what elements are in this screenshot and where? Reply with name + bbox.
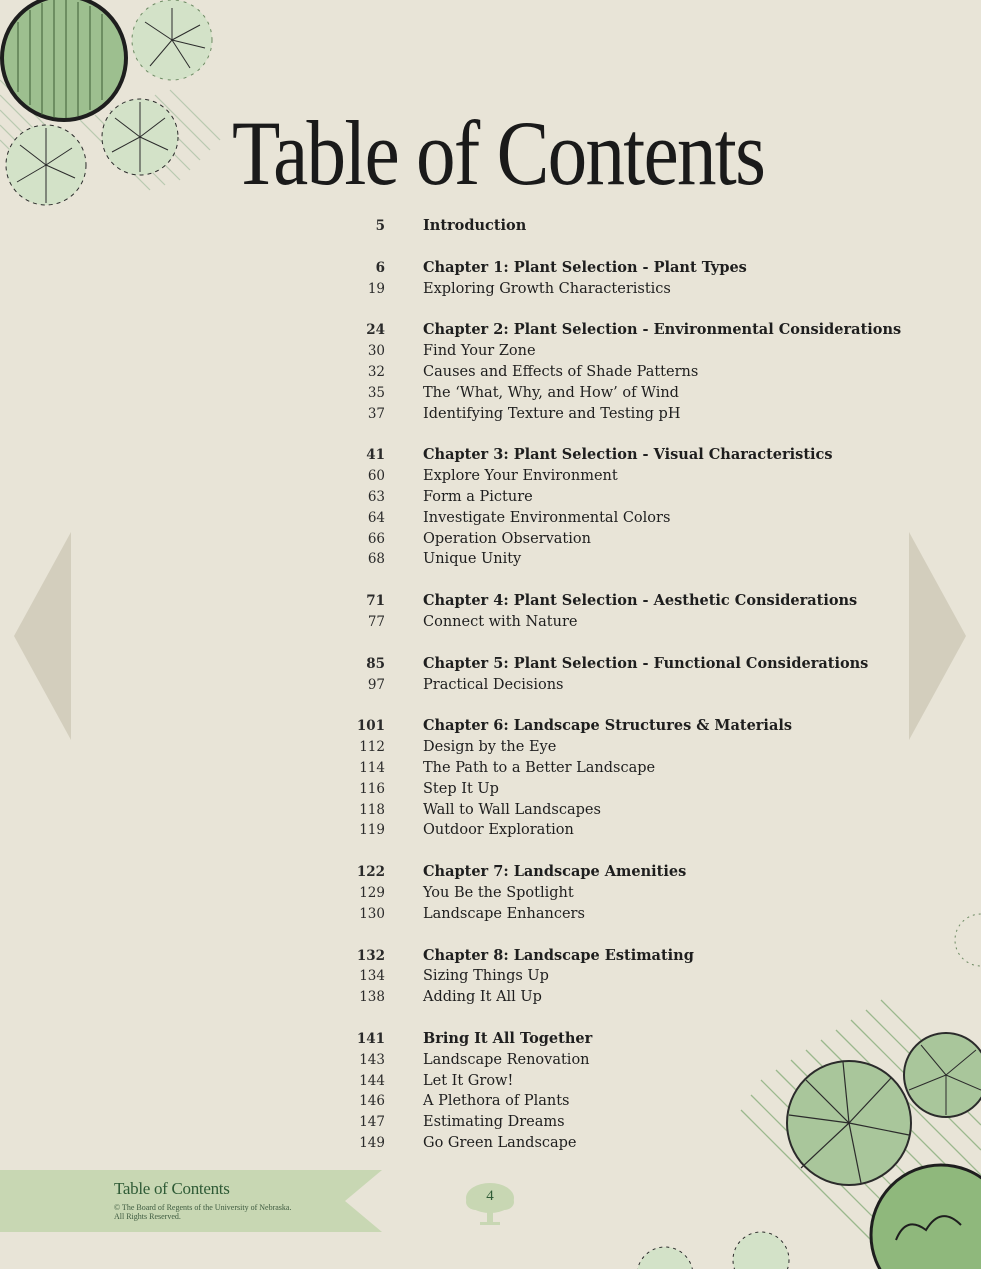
toc-group	[0, 862, 981, 924]
toc-entry[interactable]	[0, 1133, 981, 1154]
toc-entry[interactable]	[0, 549, 981, 570]
toc-entry[interactable]	[0, 383, 981, 404]
toc-entry-label: Chapter 3: Plant Selection - Visual Characteristics	[423, 446, 833, 464]
toc-entry[interactable]	[0, 1050, 981, 1071]
toc-page-number: 130	[359, 905, 385, 922]
toc-page-number: 64	[367, 509, 385, 526]
tree-illustration-top-left	[0, 0, 230, 215]
toc-entry-label: Find Your Zone	[423, 343, 536, 360]
footer-copyright	[114, 1203, 314, 1221]
toc-page-number: 63	[367, 488, 385, 505]
toc-entry-label: Chapter 7: Landscape Amenities	[423, 863, 687, 881]
toc-entry[interactable]	[0, 362, 981, 383]
toc-entry[interactable]	[0, 487, 981, 508]
toc-group	[0, 320, 981, 424]
toc-entry[interactable]	[0, 508, 981, 529]
toc-page-number: 32	[367, 363, 385, 380]
toc-group	[0, 258, 981, 300]
toc-entry[interactable]	[0, 612, 981, 633]
toc-entry-label: Unique Unity	[423, 551, 522, 568]
toc-entry-label: Form a Picture	[423, 488, 533, 505]
toc-entry[interactable]	[0, 1091, 981, 1112]
toc-entry-label: Introduction	[423, 217, 527, 234]
toc-group	[0, 654, 981, 696]
toc-chapter-entry[interactable]	[0, 258, 981, 279]
toc-page-number: 141	[356, 1030, 385, 1047]
toc-page-number: 118	[359, 801, 385, 818]
copyright-line: © The Board of Regents of the University of Nebraska.	[114, 1203, 292, 1212]
toc-chapter-entry[interactable]	[0, 716, 981, 737]
toc-chapter-entry[interactable]	[0, 862, 981, 883]
toc-page-number: 66	[367, 530, 385, 547]
toc-entry-label: Explore Your Environment	[423, 468, 618, 485]
toc-chapter-entry[interactable]	[0, 946, 981, 967]
toc-entry-label: Identifying Texture and Testing pH	[423, 405, 681, 422]
toc-group	[0, 1029, 981, 1154]
toc-entry-label: Landscape Enhancers	[423, 905, 585, 922]
toc-entry[interactable]	[0, 779, 981, 800]
toc-page-number: 129	[359, 884, 385, 901]
toc-entry-label: Chapter 5: Plant Selection - Functional Considerations	[423, 654, 869, 672]
toc-entry-label: Adding It All Up	[423, 989, 542, 1006]
toc-page-number: 143	[359, 1051, 385, 1068]
toc-entry-label: Chapter 1: Plant Selection - Plant Types	[423, 258, 747, 276]
toc-chapter-entry[interactable]	[0, 216, 981, 237]
toc-entry-label: Practical Decisions	[423, 676, 564, 693]
page-title: Table of Contents	[232, 102, 765, 204]
toc-page-number: 24	[366, 322, 385, 339]
toc-page-number: 112	[359, 739, 385, 756]
toc-entry-label: The ‘What, Why, and How’ of Wind	[423, 384, 679, 401]
toc-chapter-entry[interactable]	[0, 654, 981, 675]
toc-entry[interactable]	[0, 341, 981, 362]
toc-entry-label: Chapter 2: Plant Selection - Environmental Considerations	[423, 321, 902, 339]
toc-page-number: 68	[367, 551, 385, 568]
toc-entry-label: Sizing Things Up	[423, 968, 549, 985]
toc-chapter-entry[interactable]	[0, 1029, 981, 1050]
toc-group	[0, 591, 981, 633]
toc-entry-label: The Path to a Better Landscape	[423, 759, 656, 776]
toc-entry[interactable]	[0, 904, 981, 925]
toc-page-number: 101	[356, 718, 385, 735]
toc-page-number: 5	[375, 218, 385, 234]
toc-entry-label: Outdoor Exploration	[423, 822, 574, 839]
toc-chapter-entry[interactable]	[0, 445, 981, 466]
toc-entry[interactable]	[0, 966, 981, 987]
toc-page-number: 144	[359, 1072, 385, 1089]
toc-entry[interactable]	[0, 758, 981, 779]
toc-page-number: 147	[359, 1114, 385, 1131]
tree-illustration-bottom-center	[630, 1245, 700, 1269]
toc-page-number: 60	[367, 468, 385, 485]
toc-entry-label: Landscape Renovation	[423, 1051, 590, 1068]
toc-entry[interactable]	[0, 675, 981, 696]
toc-entry-label: A Plethora of Plants	[423, 1093, 570, 1110]
toc-entry[interactable]	[0, 466, 981, 487]
toc-entry-label: Chapter 4: Plant Selection - Aesthetic Considerations	[423, 592, 858, 610]
page-number-badge	[462, 1180, 518, 1226]
toc-chapter-entry[interactable]	[0, 591, 981, 612]
toc-page-number: 35	[367, 384, 385, 401]
toc-entry-label: Design by the Eye	[423, 739, 557, 756]
toc-entry-label: Bring It All Together	[423, 1029, 593, 1047]
toc-entry[interactable]	[0, 883, 981, 904]
toc-page-number: 30	[367, 343, 385, 360]
toc-entry-label: Let It Grow!	[423, 1072, 514, 1089]
toc-entry-label: Chapter 6: Landscape Structures & Materials	[423, 717, 793, 735]
toc-entry[interactable]	[0, 1071, 981, 1092]
toc-entry-label: You Be the Spotlight	[423, 884, 574, 901]
toc-page-number: 119	[359, 822, 385, 839]
toc-entry-label: Connect with Nature	[423, 613, 578, 630]
toc-entry-label: Investigate Environmental Colors	[423, 509, 671, 526]
toc-entry[interactable]	[0, 1112, 981, 1133]
toc-group	[0, 946, 981, 1008]
toc-group	[0, 445, 981, 570]
toc-chapter-entry[interactable]	[0, 320, 981, 341]
toc-page-number: 71	[366, 593, 385, 610]
footer-section-title[interactable]: Table of Contents	[114, 1179, 230, 1198]
toc-page-number: 146	[359, 1093, 385, 1110]
toc-entry-label: Go Green Landscape	[423, 1134, 577, 1151]
toc-entry-label: Operation Observation	[423, 530, 591, 547]
toc-page-number: 41	[366, 447, 385, 464]
toc-entry-label: Wall to Wall Landscapes	[423, 801, 601, 818]
toc-page-number: 85	[366, 655, 385, 672]
toc-entry[interactable]	[0, 820, 981, 841]
toc-page-number: 132	[356, 947, 385, 964]
toc-entry[interactable]	[0, 737, 981, 758]
toc-entry-label: Estimating Dreams	[423, 1114, 565, 1131]
toc-entry[interactable]	[0, 404, 981, 425]
toc-page-number: 97	[367, 676, 385, 693]
toc-group	[0, 716, 981, 841]
toc-page-number: 116	[359, 780, 385, 797]
toc-page-number: 138	[359, 989, 385, 1006]
toc-page-number: 6	[375, 259, 385, 276]
toc-list	[0, 216, 981, 1175]
toc-page-number: 134	[359, 968, 385, 985]
toc-entry[interactable]	[0, 987, 981, 1008]
toc-entry[interactable]	[0, 529, 981, 550]
toc-page-number: 37	[367, 405, 385, 422]
toc-entry[interactable]	[0, 279, 981, 300]
toc-page-number: 114	[359, 759, 385, 776]
toc-page-number: 149	[359, 1134, 385, 1151]
toc-page-number: 122	[356, 864, 385, 881]
toc-page-number: 77	[367, 613, 385, 630]
page-number: 4	[486, 1188, 494, 1204]
toc-entry-label: Causes and Effects of Shade Patterns	[423, 363, 699, 380]
toc-page-number: 19	[367, 280, 385, 297]
copyright-line: All Rights Reserved.	[114, 1212, 181, 1221]
toc-entry-label: Step It Up	[423, 780, 499, 797]
toc-entry-label: Chapter 8: Landscape Estimating	[423, 946, 694, 964]
toc-entry-label: Exploring Growth Characteristics	[423, 280, 671, 297]
toc-entry[interactable]	[0, 800, 981, 821]
toc-group	[0, 216, 981, 237]
